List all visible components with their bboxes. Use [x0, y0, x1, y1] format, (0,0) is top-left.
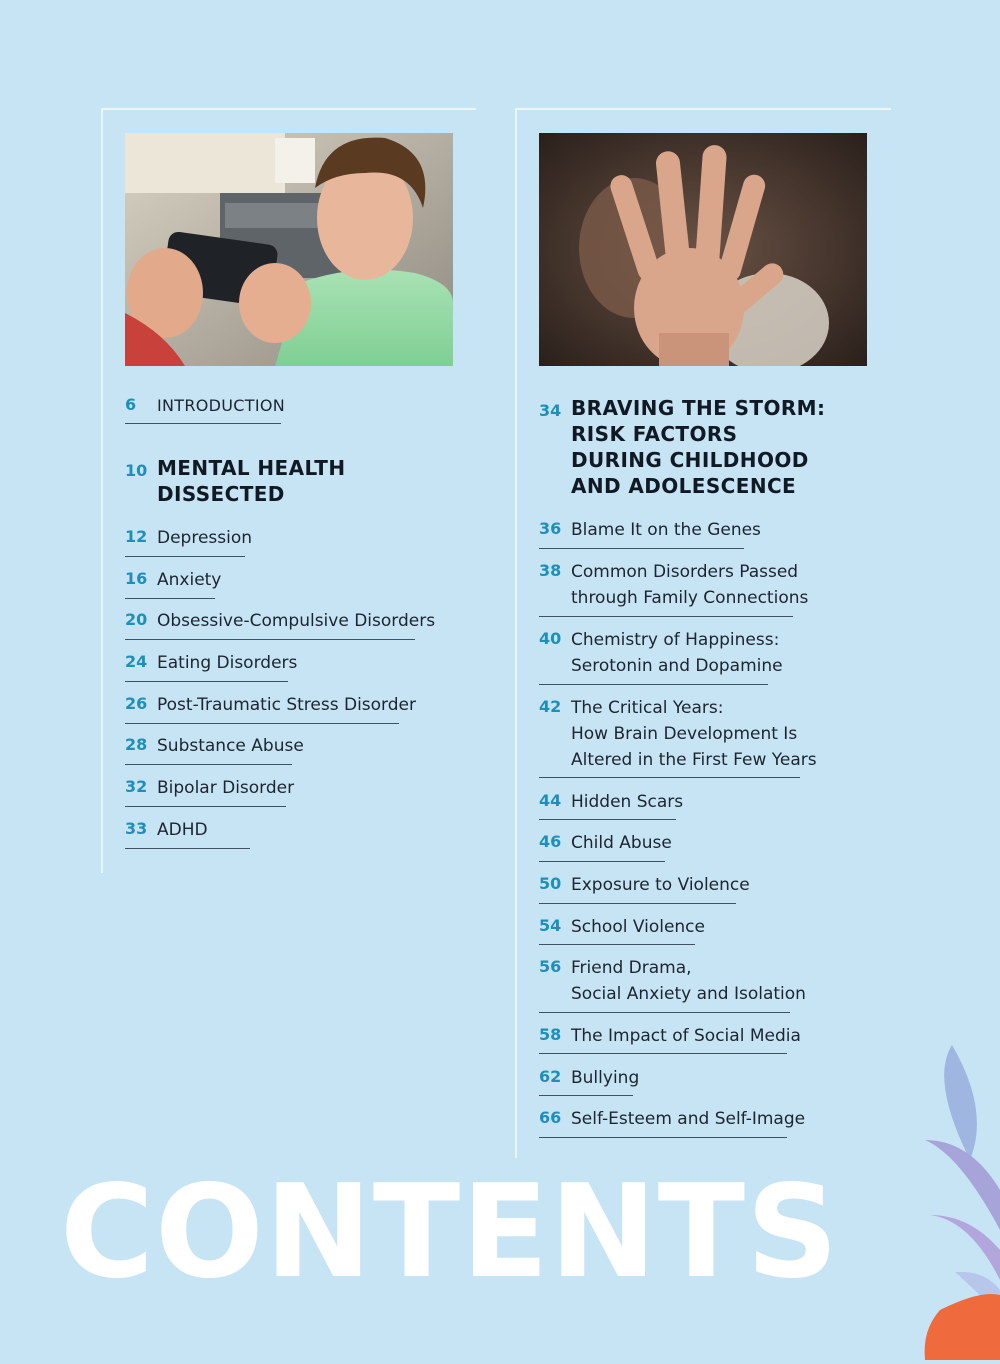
entry-underline: [125, 556, 245, 557]
entry-title: School Violence: [571, 917, 705, 937]
entry-title: Post-Traumatic Stress Disorder: [157, 695, 416, 715]
entry-title: The Critical Years:: [571, 698, 724, 718]
toc-entry[interactable]: [125, 650, 425, 684]
entry-title: Substance Abuse: [157, 736, 304, 756]
entry-title: ADHD: [157, 820, 208, 840]
entry-title: The Impact of Social Media: [571, 1026, 801, 1046]
entry-underline: [125, 598, 215, 599]
toc-entry-introduction[interactable]: [125, 393, 285, 427]
entry-title: Child Abuse: [571, 833, 672, 853]
toc-entry[interactable]: [539, 872, 839, 906]
left-top-rule: [101, 108, 476, 110]
entry-title-line: Altered in the First Few Years: [571, 750, 817, 770]
entry-title: Chemistry of Happiness:: [571, 630, 780, 650]
right-side-rule: [515, 108, 517, 1158]
page-number: 32: [125, 777, 148, 796]
entry-underline: [539, 1053, 787, 1054]
page-number: 62: [539, 1067, 562, 1086]
page-number: 28: [125, 735, 148, 754]
entry-underline: [539, 777, 800, 778]
section-title-line: AND ADOLESCENCE: [571, 474, 797, 498]
entry-title: Bipolar Disorder: [157, 778, 295, 798]
toc-entry[interactable]: [539, 695, 839, 781]
entry-title-line: through Family Connections: [571, 588, 809, 608]
section-title-line: BRAVING THE STORM:: [571, 396, 826, 420]
entry-underline: [539, 903, 736, 904]
page-number: 58: [539, 1025, 562, 1044]
page-number: 20: [125, 610, 148, 629]
toc-entry[interactable]: [125, 608, 436, 642]
page-number: 33: [125, 819, 148, 838]
entry-underline: [539, 944, 695, 945]
page-number: 54: [539, 916, 562, 935]
toc-entry[interactable]: [539, 517, 839, 551]
entry-underline: [539, 548, 744, 549]
page-number: 42: [539, 697, 562, 716]
section-title-line: DURING CHILDHOOD: [571, 448, 809, 472]
entry-title: Blame It on the Genes: [571, 520, 761, 540]
page-number: 16: [125, 569, 148, 588]
toc-entry[interactable]: [539, 830, 839, 864]
page-number: 66: [539, 1108, 562, 1127]
boy-with-smartphone-photo: [125, 133, 453, 366]
toc-entry[interactable]: [539, 955, 839, 1015]
toc-entry[interactable]: [539, 559, 839, 619]
entry-underline: [539, 684, 768, 685]
page-number: 56: [539, 957, 562, 976]
entry-title-line: How Brain Development Is: [571, 724, 798, 744]
entry-underline: [539, 1012, 790, 1013]
left-side-rule: [101, 108, 103, 873]
page-number: 46: [539, 832, 562, 851]
page-number: 26: [125, 694, 148, 713]
entry-title-line: Social Anxiety and Isolation: [571, 984, 806, 1004]
entry-underline: [125, 639, 415, 640]
entry-underline: [125, 423, 281, 424]
contents-heading: CONTENTS: [60, 1158, 840, 1307]
entry-title: Obsessive-Compulsive Disorders: [157, 611, 436, 631]
entry-title: Exposure to Violence: [571, 875, 750, 895]
page-number: 38: [539, 561, 562, 580]
decorative-leaves: [900, 1040, 1000, 1360]
page-number: 40: [539, 629, 562, 648]
entry-title-line: Serotonin and Dopamine: [571, 656, 783, 676]
page-number: 24: [125, 652, 148, 671]
entry-underline: [125, 681, 288, 682]
entry-underline: [539, 1095, 633, 1096]
entry-underline: [539, 1137, 787, 1138]
page-number: 10: [125, 461, 148, 480]
entry-underline: [125, 764, 292, 765]
section-title-line: MENTAL HEALTH: [157, 456, 346, 480]
entry-underline: [539, 616, 793, 617]
entry-title: Common Disorders Passed: [571, 562, 799, 582]
page-number: 36: [539, 519, 562, 538]
entry-underline: [125, 848, 250, 849]
section-title-line: RISK FACTORS: [571, 422, 738, 446]
toc-entry[interactable]: [539, 789, 839, 823]
section-heading-mental-health[interactable]: [125, 455, 365, 511]
toc-entry[interactable]: [125, 775, 425, 809]
toc-entry[interactable]: [539, 1023, 839, 1057]
toc-entry[interactable]: [539, 1065, 839, 1099]
toc-entry[interactable]: [125, 817, 425, 851]
page-number: 34: [539, 401, 562, 420]
entry-title: Self-Esteem and Self-Image: [571, 1109, 806, 1129]
page-number: 50: [539, 874, 562, 893]
entry-title: Depression: [157, 528, 253, 548]
section-heading-braving-the-storm[interactable]: [539, 395, 839, 503]
raised-hand-photo: [539, 133, 867, 366]
entry-title: Friend Drama,: [571, 958, 692, 978]
toc-entry[interactable]: [125, 567, 425, 601]
toc-entry[interactable]: [125, 692, 425, 726]
entry-underline: [539, 819, 676, 820]
entry-title: Hidden Scars: [571, 792, 684, 812]
right-top-rule: [515, 108, 891, 110]
entry-title: INTRODUCTION: [157, 396, 286, 415]
toc-entry[interactable]: [539, 1106, 839, 1140]
section-title-line: DISSECTED: [157, 482, 285, 506]
toc-entry[interactable]: [539, 914, 839, 948]
page-number: 12: [125, 527, 148, 546]
entry-title: Bullying: [571, 1068, 640, 1088]
entry-underline: [125, 723, 399, 724]
toc-entry[interactable]: [125, 525, 425, 559]
entry-underline: [539, 861, 665, 862]
entry-title: Anxiety: [157, 570, 222, 590]
page-number: 44: [539, 791, 562, 810]
toc-entry[interactable]: [539, 627, 839, 687]
entry-underline: [125, 806, 286, 807]
entry-title: Eating Disorders: [157, 653, 298, 673]
page-number: 6: [125, 395, 137, 414]
toc-entry[interactable]: [125, 733, 425, 767]
